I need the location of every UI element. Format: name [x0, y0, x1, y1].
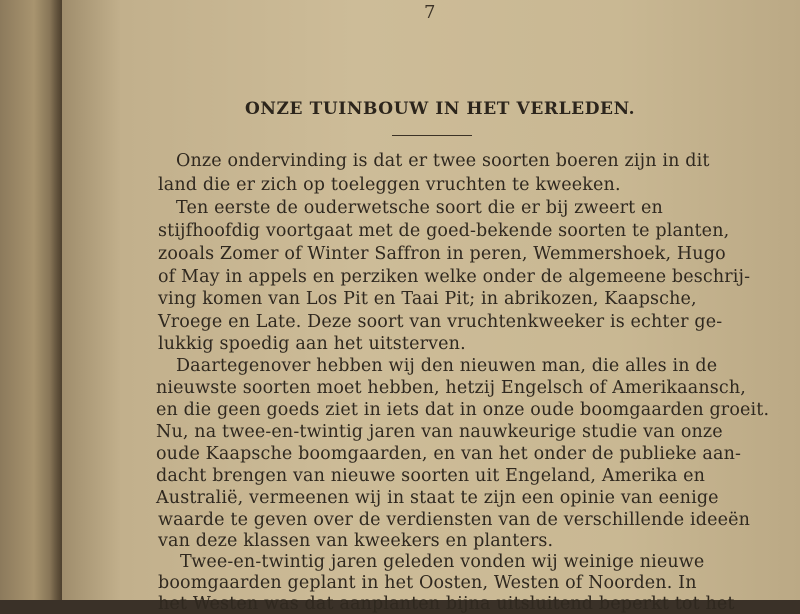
body-line: of May in appels en perziken welke onder de algemeene beschrij- [158, 267, 751, 287]
page-number: 7 [424, 2, 436, 23]
body-line: van deze klassen van kweekers en planters. [158, 531, 554, 551]
body-line: ving komen van Los Pit en Taai Pit; in abrikozen, Kaapsche, [158, 289, 697, 309]
body-line: lukkig spoedig aan het uitsterven. [158, 334, 466, 354]
body-line: en die geen goeds ziet in iets dat in onze oude boomgaarden groeit. [156, 400, 770, 420]
body-line: land die er zich op toeleggen vruchten te kweeken. [158, 175, 621, 195]
book-page [62, 0, 800, 614]
body-line: stijfhoofdig voortgaat met de goed-bekende soorten te planten, [158, 221, 730, 241]
title-divider [392, 135, 472, 136]
body-line: boomgaarden geplant in het Oosten, Westen of Noorden. In [158, 573, 697, 593]
body-line: Twee-en-twintig jaren geleden vonden wij weinige nieuwe [180, 552, 705, 572]
body-line: Ten eerste de ouderwetsche soort die er bij zweert en [176, 198, 663, 218]
body-line: nieuwste soorten moet hebben, hetzij Engelsch of Amerikaansch, [156, 378, 746, 398]
body-line: Daartegenover hebben wij den nieuwen man, die alles in de [176, 356, 718, 376]
body-line: dacht brengen van nieuwe soorten uit Engeland, Amerika en [156, 466, 706, 486]
body-line: Nu, na twee-en-twintig jaren van nauwkeurige studie van onze [156, 422, 723, 442]
body-line: Vroege en Late. Deze soort van vruchtenkweeker is echter ge- [158, 312, 723, 332]
body-line: het Westen was dat aanplanten bijna uitsluitend beperkt tot het [158, 594, 735, 614]
body-line: waarde te geven over de verdiensten van de verschillende ideeën [158, 510, 751, 530]
body-line: Australië, vermeenen wij in staat te zijn een opinie van eenige [156, 488, 719, 508]
chapter-title: ONZE TUINBOUW IN HET VERLEDEN. [245, 99, 636, 119]
body-line: zooals Zomer of Winter Saffron in peren, Wemmershoek, Hugo [158, 244, 726, 264]
body-line: oude Kaapsche boomgaarden, en van het onder de publieke aan- [156, 444, 742, 464]
body-line: Onze ondervinding is dat er twee soorten boeren zijn in dit [176, 151, 710, 171]
